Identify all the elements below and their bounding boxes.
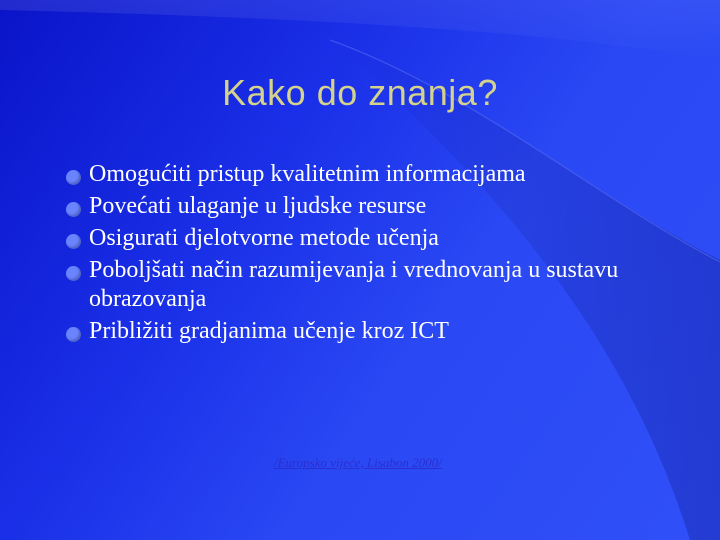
slide-title-text: Kako do znanja? bbox=[222, 72, 498, 113]
bullet-text: Približiti gradjanima učenje kroz ICT bbox=[89, 318, 449, 344]
bullet-text: Osigurati djelotvorne metode učenja bbox=[89, 225, 439, 251]
bullet-dot-icon bbox=[66, 202, 81, 217]
bullet-dot-icon bbox=[66, 327, 81, 342]
bullet-item bbox=[66, 317, 666, 346]
bullet-item bbox=[66, 224, 666, 253]
bullet-dot-icon bbox=[66, 266, 81, 281]
bullet-item bbox=[66, 256, 666, 314]
citation-source: /Europsko vijeće, Lisabon 2000/ bbox=[274, 455, 442, 470]
slide-title bbox=[0, 72, 720, 114]
bullet-item bbox=[66, 192, 666, 221]
bullet-list bbox=[66, 160, 666, 349]
bullet-dot-icon bbox=[66, 234, 81, 249]
bullet-text: Povećati ulaganje u ljudske resurse bbox=[89, 193, 427, 219]
bullet-text: Omogućiti pristup kvalitetnim informacijama bbox=[89, 161, 526, 187]
bullet-dot-icon bbox=[66, 170, 81, 185]
bullet-text: Poboljšati način razumijevanja i vrednovanja u sustavu obrazovanja bbox=[89, 257, 619, 312]
bullet-item bbox=[66, 160, 666, 189]
